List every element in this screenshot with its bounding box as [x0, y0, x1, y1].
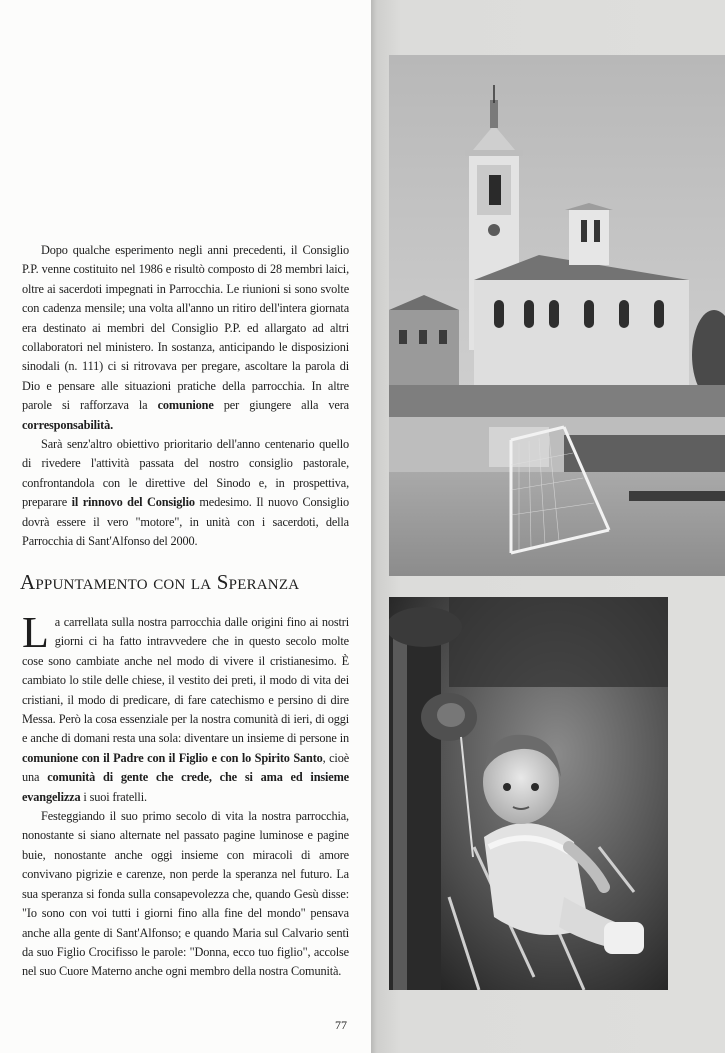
body-text — [22, 608, 349, 982]
bold-run: il rinnovo del Consiglio — [71, 495, 195, 510]
drop-cap: L — [22, 608, 49, 657]
church-photo — [389, 55, 725, 576]
child-fountain-photo — [389, 597, 668, 990]
body-paragraph-2: Festeggiando il suo primo secolo di vita la nostra parrocchia, nonostante si siano alternate nel passato pagine luminose e pagine buie, nonostante anche oggi insieme con miracoli di amore convivano pigrizie e carenze, non perde la speranza nel futuro. La sua speranza si fonda sulla consapevolezza che, quando Gesù disse: "Io sono con voi tutti i giorni fino alla fine del mondo" pensava anche alla gente di Sant'Alfonso; e quando Maria sul Calvario sentì da suo Figlio Crocifisso le parole: "Donna, ecco tuo figlio", accolse nel suo Cuore Materno anche ogni membro della nostra Comunità. — [22, 809, 349, 979]
bold-run: comunità di gente che crede, che si ama ed insieme evangelizza — [22, 770, 349, 804]
text-run: a carrellata sulla nostra parrocchia dalle origini fino ai nostri giorni ci ha fatto intravvedere che in questo secolo molte cose sono cambiate anche nel modo di vivere il cristianesimo. È cambiato lo stile delle chiese, il vestito dei preti, il modo di vita dei cristiani, il modo di predicare, di fare catechismo e persino di dire Messa. Però la cosa essenziale per la nostra comunità di ieri, di oggi e anche di domani resta una sola: diventare un insieme di persone in — [22, 615, 349, 746]
intro-paragraph-1 — [22, 241, 349, 435]
text-run: per giungere alla vera — [213, 398, 349, 413]
body-paragraph-1 — [22, 608, 349, 807]
text-run: Dopo qualche esperimento negli anni precedenti, il Consiglio P.P. venne costituito nel 1986 e risultò composto di 28 membri laici, oltre ai sacerdoti impegnati in Parrocchia. Le riunioni si sono svolte con cadenza mensile; una volta all'anno un ritiro dell'intera giornata era destinato ai membri del Consiglio P.P. ed allargato ad altri collaboratori nel ministero. In sostanza, anticipando le disposizioni sinodali (n. 111) ci si ritrovava per pregare, ascoltare la parola di Dio e pensare alle situazioni pratiche della parrocchia. In altre parole si rafforzava la — [22, 243, 349, 413]
church-illustration — [389, 55, 725, 576]
text-run: , cioè una — [22, 750, 349, 785]
text-run: i suoi fratelli. — [80, 789, 147, 804]
text-run: Sarà senz'altro obiettivo prioritario dell'anno centenario quello di rivedere l'attività passata del nostro consiglio pastorale, confrontandola con le direttive del Sinodo e, in prospettiva, preparare — [22, 437, 349, 510]
page-number: 77 — [335, 1018, 347, 1032]
intro-text — [22, 241, 349, 552]
section-heading: Appuntamento con la Speranza — [20, 570, 300, 594]
bold-run: comunione con il Padre con il Figlio e con lo Spirito Santo — [22, 750, 323, 765]
child-illustration — [389, 597, 668, 990]
intro-paragraph-2 — [22, 435, 349, 551]
bold-run: comunione — [157, 398, 214, 413]
text-run: medesimo. Il nuovo Consiglio dovrà essere il vero "motore", in unità con i sacerdoti, della Parrocchia di Sant'Alfonso del 2000. — [22, 495, 349, 549]
bold-run: corresponsabilità. — [22, 417, 114, 432]
